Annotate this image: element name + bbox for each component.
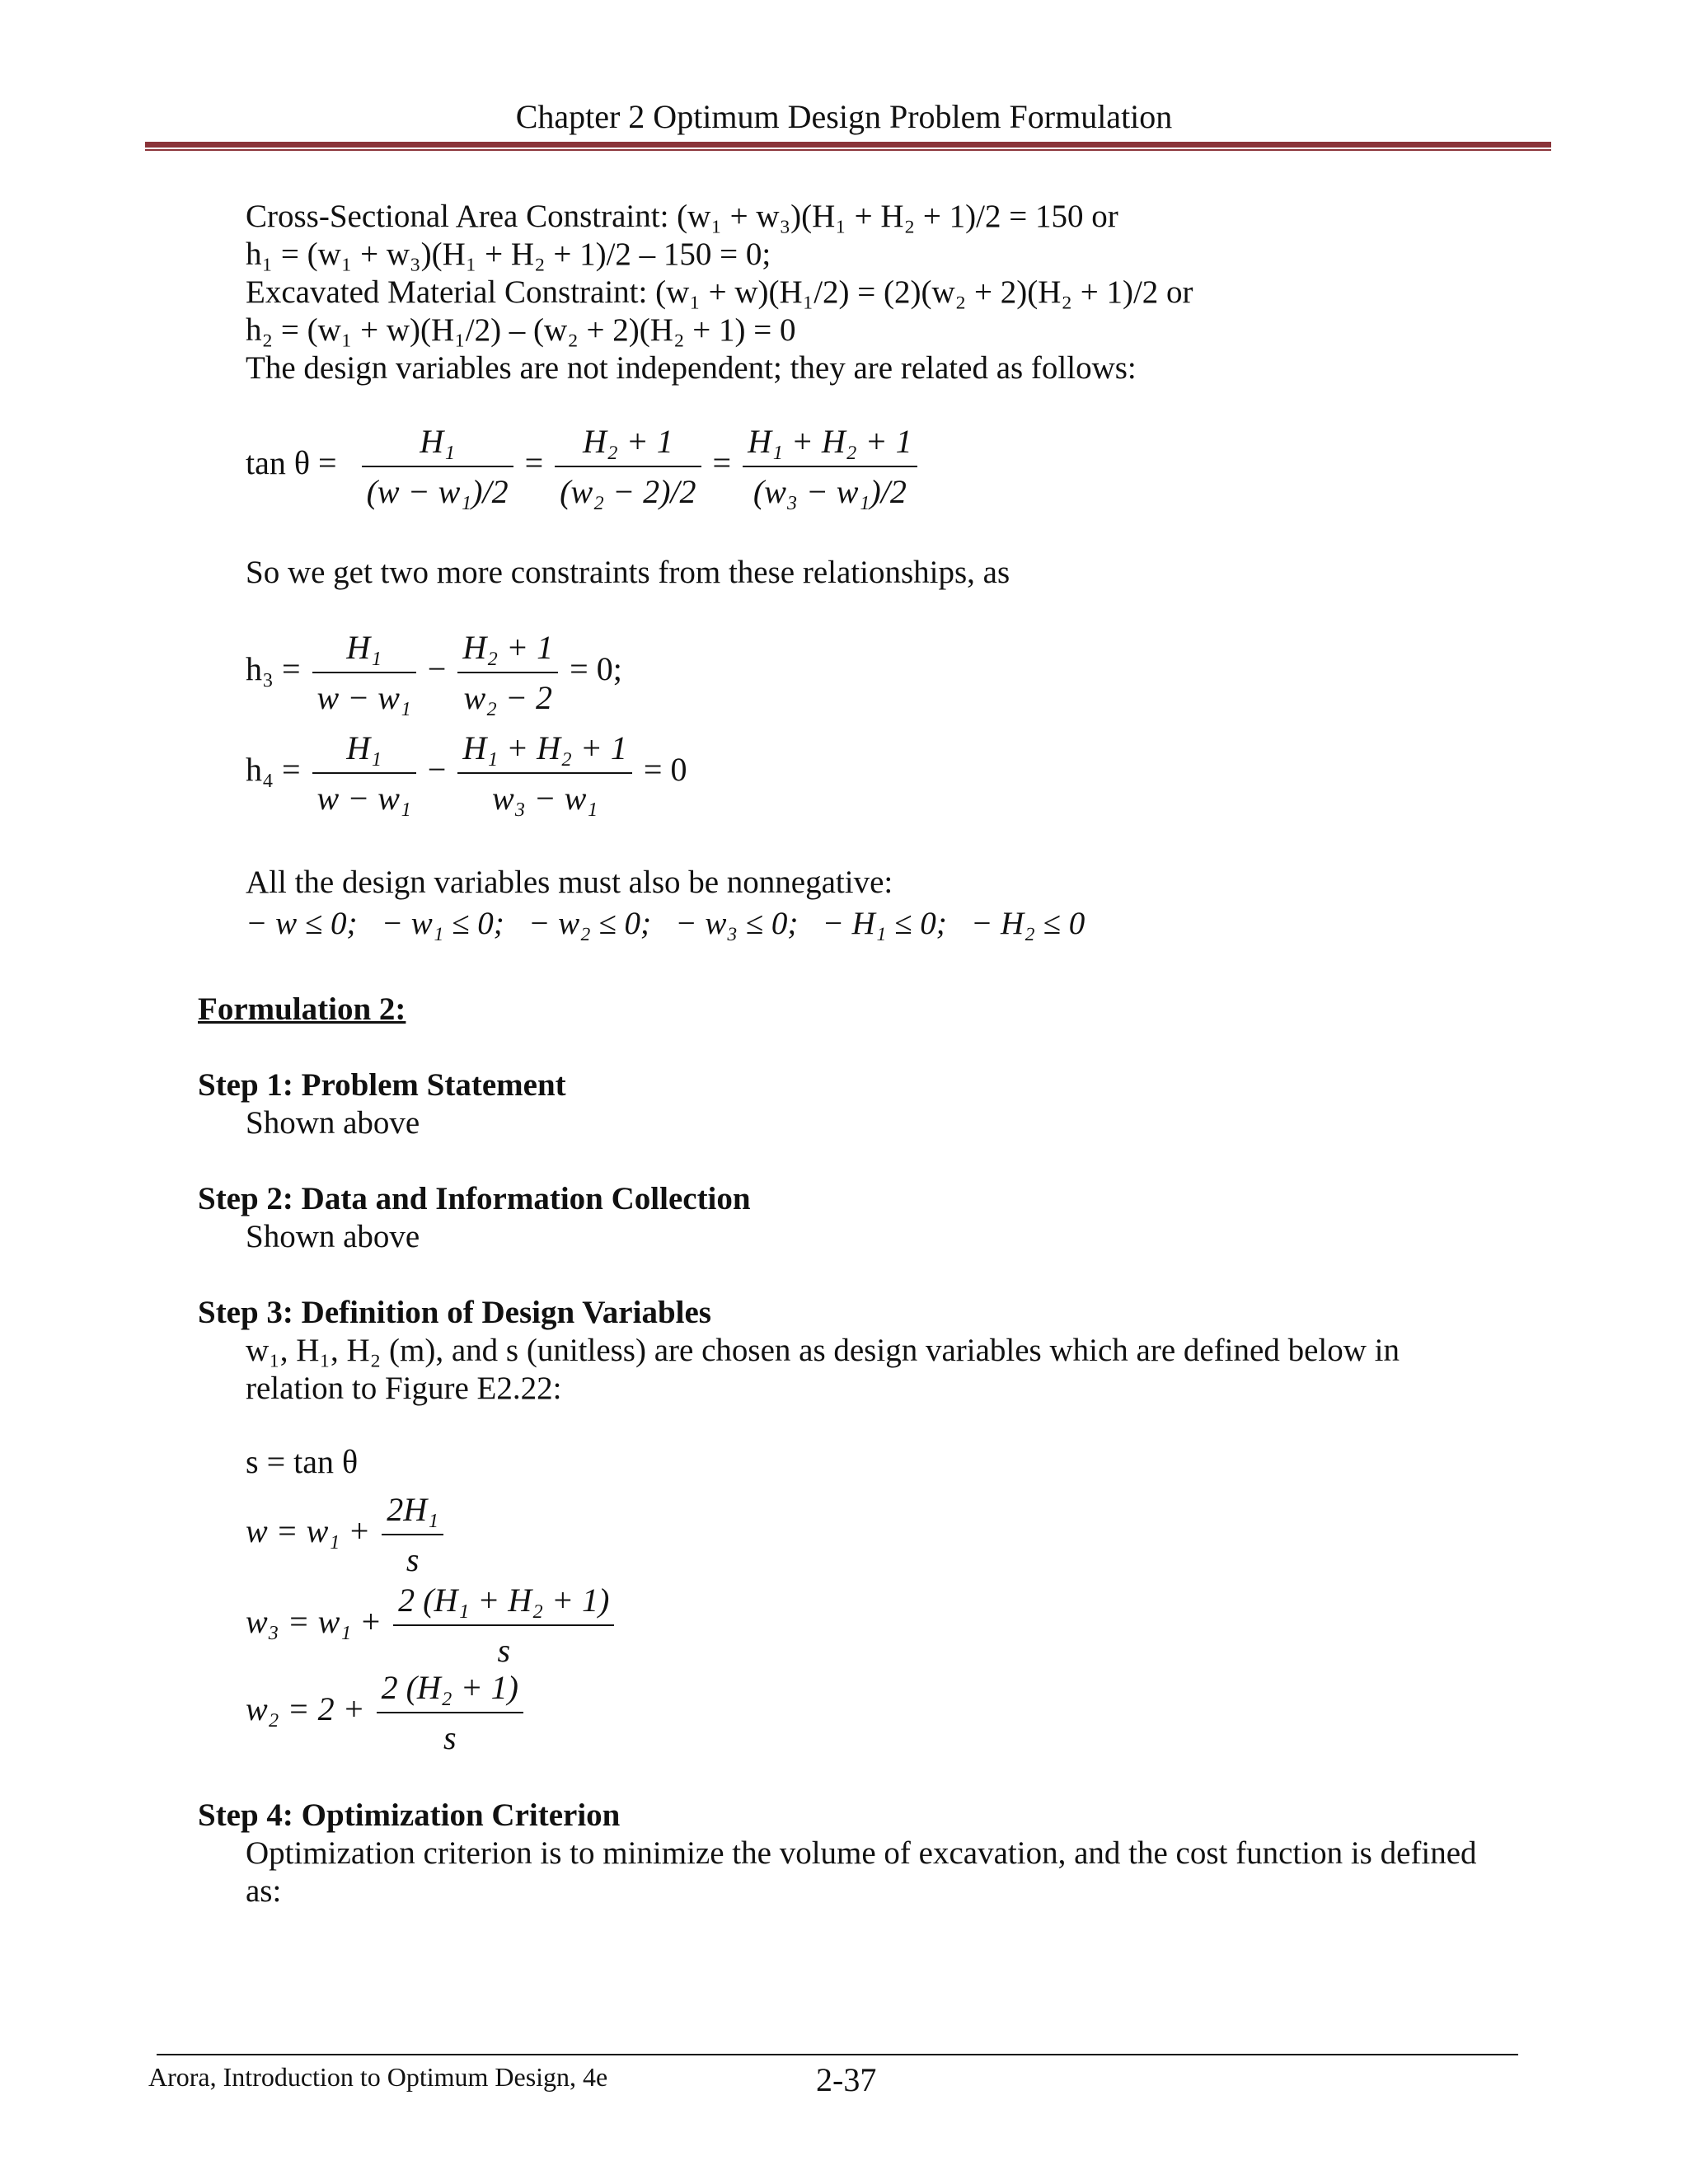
nonnegative-text: All the design variables must also be nonnegative: [246,865,893,900]
h1-equation: h₁ = (w₁ + w₃)(H₁ + H₂ + 1)/2 – 150 = 0; [246,237,771,272]
minus-sign: − [427,751,447,789]
h3-b-denominator: w₂ − 2 [463,679,553,716]
h2-equation: h₂ = (w₁ + w)(H₁/2) – (w₂ + 2)(H₂ + 1) = 0 [246,312,796,348]
h3-lhs: h₃ = [246,650,301,688]
formulation-heading: Formulation 2: [198,991,406,1027]
excavated-constraint-line: Excavated Material Constraint: (w₁ + w)(H₁/2) = (2)(w₂ + 2)(H₂ + 1)/2 or [246,274,1193,310]
h4-a-denominator: w − w₁ [316,780,411,817]
h4-a-numerator: H₁ [312,729,416,774]
w3-denominator: s [497,1632,511,1669]
step4-title: Step 4: Optimization Criterion [198,1797,621,1833]
h3-fraction-b [457,628,558,717]
w-denominator: s [406,1541,420,1578]
w3-definition [246,1581,617,1670]
h3-equation [246,628,622,717]
step1-title: Step 1: Problem Statement [198,1067,566,1103]
h4-equation [246,729,687,818]
h3-rhs: = 0; [570,650,622,688]
nonnegative-constraints: − w ≤ 0; − w₁ ≤ 0; − w₂ ≤ 0; − w₃ ≤ 0; − H₁ ≤ 0; − H₂ ≤ 0 [246,906,1085,941]
h3-b-numerator: H₂ + 1 [457,628,558,673]
w-numerator: 2H₁ [382,1490,443,1535]
h4-lhs: h₄ = [246,751,301,789]
page-number: 2-37 [816,2061,877,2098]
w2-denominator: s [443,1719,457,1756]
h4-fraction-b [457,729,632,818]
h4-b-numerator: H₁ + H₂ + 1 [457,729,632,774]
dependency-text: The design variables are not independent; they are related as follows: [246,350,1137,386]
tan-f3-numerator: H₁ + H₂ + 1 [743,422,917,467]
equals-sign: = [524,444,544,482]
w3-numerator: 2 (H₁ + H₂ + 1) [393,1581,614,1626]
header-rule-thick [145,142,1551,148]
tan-fraction-1 [362,422,513,511]
step2-body: Shown above [246,1219,420,1254]
h3-a-numerator: H₁ [312,628,416,673]
minus-sign: − [427,650,447,688]
header-rule-thin [145,149,1551,151]
area-constraint-line: Cross-Sectional Area Constraint: (w₁ + w₃)(H₁ + H₂ + 1)/2 = 150 or [246,199,1118,234]
step4-body-line2: as: [246,1873,282,1909]
equals-sign: = [712,444,732,482]
tan-f2-denominator: (w₂ − 2)/2 [560,473,696,510]
h4-fraction-a [312,729,416,818]
h3-fraction-a [312,628,416,717]
step3-body-line2: relation to Figure E2.22: [246,1371,562,1406]
w3-fraction [393,1581,614,1670]
h4-b-denominator: w₃ − w₁ [492,780,598,817]
h3-a-denominator: w − w₁ [316,679,411,716]
step4-body-line1: Optimization criterion is to minimize the volume of excavation, and the cost function is defined [246,1835,1477,1871]
w2-fraction [377,1668,523,1757]
tan-fraction-2 [555,422,701,511]
tan-f1-numerator: H₁ [362,422,513,467]
tan-lhs: tan θ = [246,444,337,482]
footer-citation: Arora, Introduction to Optimum Design, 4e [148,2062,608,2092]
tan-f2-numerator: H₂ + 1 [555,422,701,467]
w2-definition [246,1668,527,1757]
page-header-title: Chapter 2 Optimum Design Problem Formulation [515,98,1173,135]
tan-theta-relation [246,422,921,511]
w2-numerator: 2 (H₂ + 1) [377,1668,523,1713]
step3-body-line1: w₁, H₁, H₂ (m), and s (unitless) are chosen as design variables which are defined below in [246,1333,1400,1368]
tan-fraction-3 [743,422,917,511]
step3-title: Step 3: Definition of Design Variables [198,1295,711,1330]
w-lhs: w = w₁ + [246,1512,371,1550]
w2-lhs: w₂ = 2 + [246,1690,365,1728]
w3-lhs: w₃ = w₁ + [246,1603,382,1641]
h4-rhs: = 0 [643,751,687,789]
w-definition [246,1490,447,1579]
more-constraints-text: So we get two more constraints from these relationships, as [246,555,1010,590]
w-fraction [382,1490,443,1579]
step1-body: Shown above [246,1105,420,1141]
footer-rule [157,2054,1518,2055]
tan-f1-denominator: (w − w₁)/2 [366,473,509,510]
step2-title: Step 2: Data and Information Collection [198,1181,751,1216]
tan-f3-denominator: (w₃ − w₁)/2 [753,473,907,510]
s-definition: s = tan θ [246,1443,359,1480]
